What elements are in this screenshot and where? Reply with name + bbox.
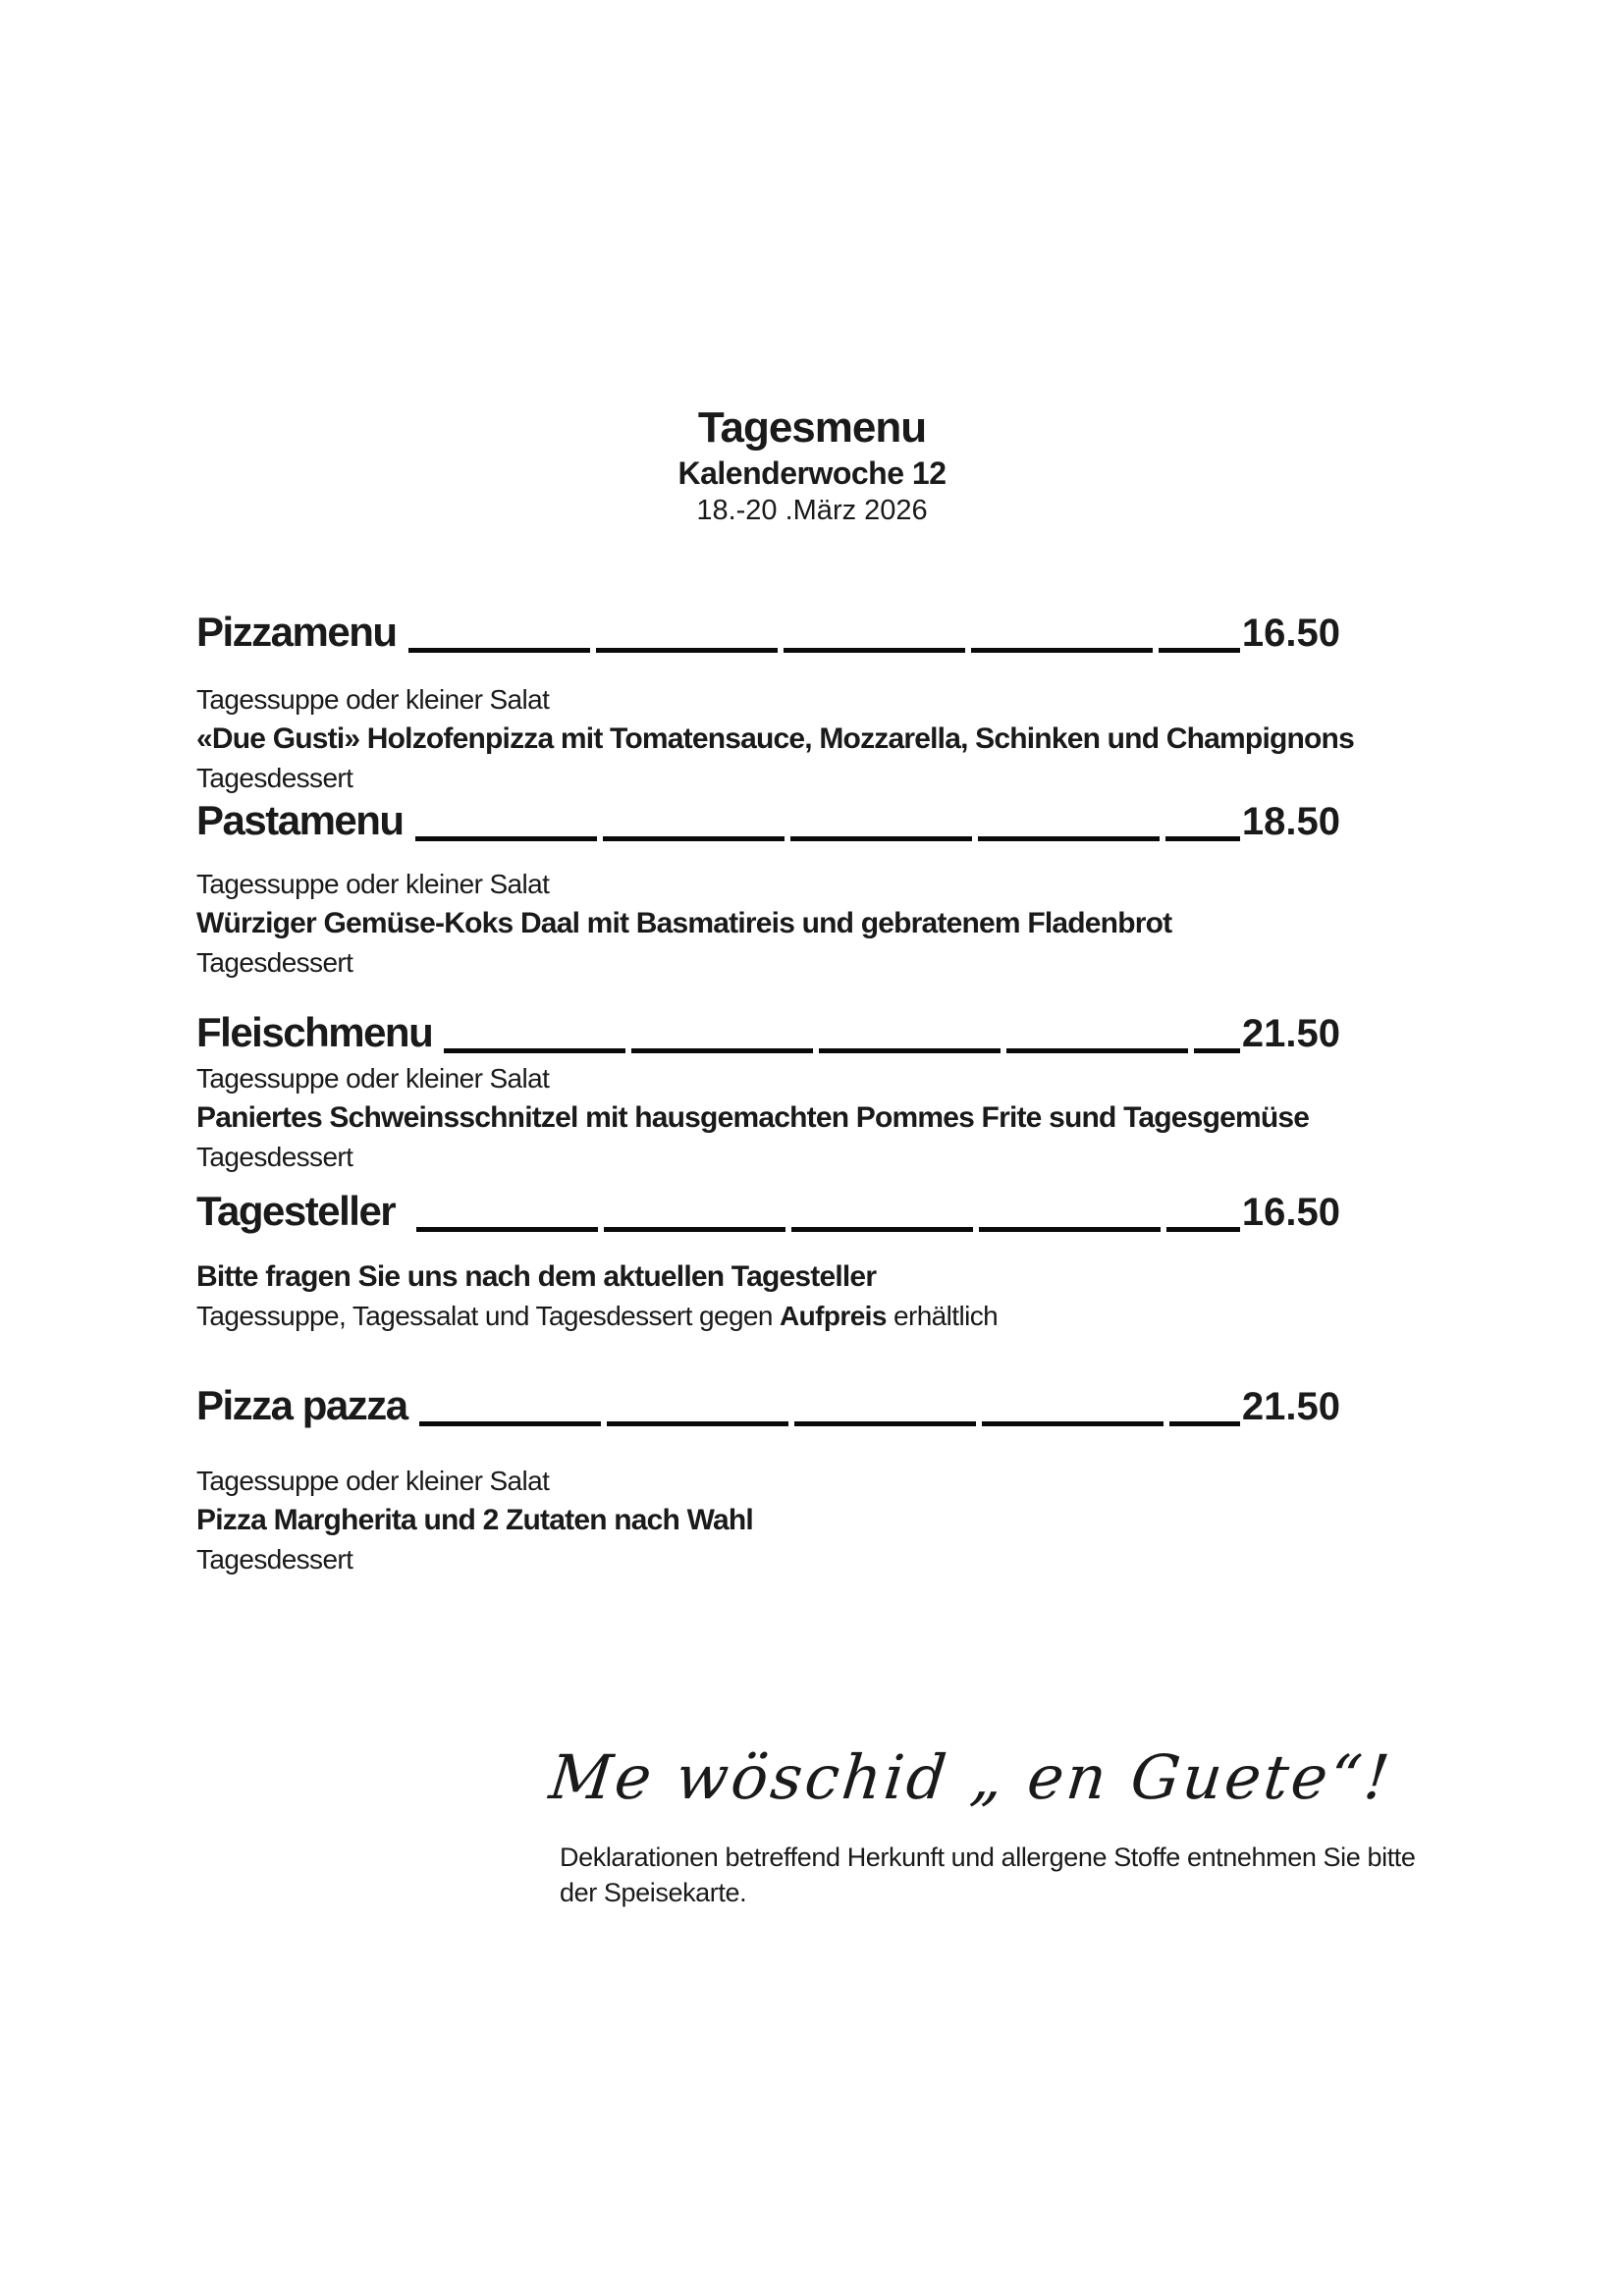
section-fleischmenu <box>196 1009 1340 1176</box>
section-heading <box>196 797 1340 844</box>
section-name: Tagesteller <box>196 1188 396 1234</box>
line-dessert: Tagesdessert <box>196 763 353 793</box>
note-bold-word: Aufpreis <box>780 1301 887 1331</box>
line-dessert: Tagesdessert <box>196 1142 353 1172</box>
section-lines <box>196 1256 1340 1335</box>
section-pizzamenu <box>196 609 1354 797</box>
line-main-dish: «Due Gusti» Holzofenpizza mit Tomatensauce, Mozzarella, Schinken und Champignons <box>196 722 1354 755</box>
note-prefix: Tagessuppe, Tagessalat und Tagesdessert gegen <box>196 1301 781 1331</box>
section-pizza-pazza <box>196 1382 1340 1578</box>
line-starter: Tagessuppe oder kleiner Salat <box>196 1466 550 1496</box>
section-heading <box>196 609 1340 656</box>
section-lines <box>196 866 1340 982</box>
section-pastamenu <box>196 797 1340 982</box>
line-starter: Tagessuppe oder kleiner Salat <box>196 684 550 715</box>
title-block <box>0 0 1624 528</box>
section-price: 21.50 <box>1241 1385 1340 1428</box>
allergen-footer-note: Deklarationen betreffend Herkunft und allergene Stoffe entnehmen Sie bitte der Speisekarte. <box>560 1842 1416 1907</box>
line-surcharge-note <box>196 1298 1340 1335</box>
menu-content <box>196 609 1354 1578</box>
section-price: 16.50 <box>1241 1191 1340 1234</box>
line-main-dish: Paniertes Schweinsschnitzel mit hausgemachten Pommes Frite sund Tagesgemüse <box>196 1101 1310 1134</box>
note-suffix: erhältlich <box>886 1301 999 1331</box>
section-name: Pizzamenu <box>196 609 397 655</box>
section-lines <box>196 1060 1340 1176</box>
section-lines <box>196 1463 1340 1578</box>
leader-line <box>444 1048 1240 1053</box>
section-lines <box>196 681 1354 797</box>
section-name: Fleischmenu <box>196 1009 433 1055</box>
calendar-week-subtitle: Kalenderwoche 12 <box>677 455 947 491</box>
handwritten-signature: Me wöschid „ en Guete“! <box>546 1741 1396 1813</box>
line-dessert: Tagesdessert <box>196 947 353 978</box>
section-name: Pastamenu <box>196 797 404 843</box>
line-starter: Tagessuppe oder kleiner Salat <box>196 869 550 899</box>
section-tagesteller <box>196 1188 1340 1335</box>
line-starter: Tagessuppe oder kleiner Salat <box>196 1063 550 1094</box>
section-heading <box>196 1009 1340 1056</box>
section-heading <box>196 1382 1340 1429</box>
leader-line <box>408 648 1240 653</box>
line-main-dish: Pizza Margherita und 2 Zutaten nach Wahl <box>196 1504 753 1536</box>
section-price: 16.50 <box>1241 612 1340 655</box>
line-dessert: Tagesdessert <box>196 1544 353 1575</box>
line-main-dish: Bitte fragen Sie uns nach dem aktuellen Tagesteller <box>196 1260 877 1293</box>
leader-line <box>419 1421 1240 1426</box>
section-price: 18.50 <box>1241 800 1340 843</box>
section-name: Pizza pazza <box>196 1382 407 1428</box>
section-price: 21.50 <box>1241 1012 1340 1055</box>
leader-line <box>416 1227 1240 1232</box>
date-range: 18.-20 .März 2026 <box>696 495 928 526</box>
leader-line <box>415 836 1240 841</box>
page-title: Tagesmenu <box>697 403 927 452</box>
section-heading <box>196 1188 1340 1235</box>
line-main-dish: Würziger Gemüse-Koks Daal mit Basmatireis und gebratenem Fladenbrot <box>196 907 1172 939</box>
